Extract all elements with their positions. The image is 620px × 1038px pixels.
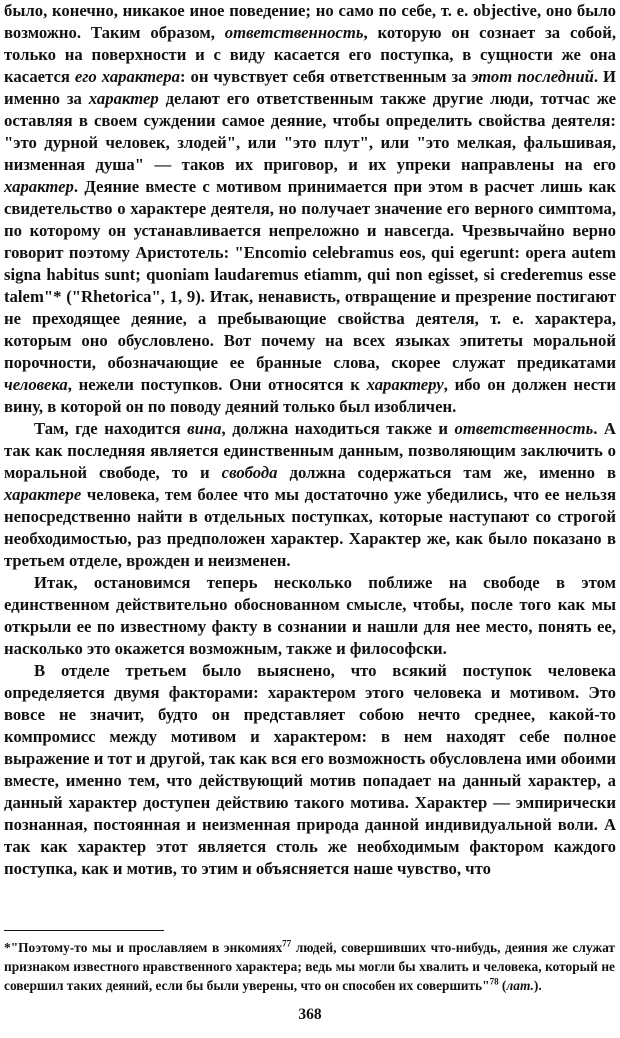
text-run: . А так как последняя является единственным данным, позволяющим заключить о моральной свободе, то и — [4, 419, 616, 482]
page-number: 368 — [298, 1006, 322, 1023]
text-run: , которую он сознает за собой, только на поверхности и с виду касается его поступка, в сущности же она касается — [4, 23, 616, 86]
italic-text: характер — [88, 89, 159, 108]
italic-text: характере — [4, 485, 82, 504]
text-run: было, конечно, никакое иное поведение; но само по себе, т. е. objective, оно было возможно. Таким образом, — [4, 1, 616, 42]
paragraph — [4, 660, 616, 880]
text-run: Там, где находится — [34, 419, 188, 438]
text-run: : он чувствует себя ответственным за — [179, 67, 472, 86]
italic-text: свобода — [221, 463, 278, 482]
italic-text: характер — [4, 177, 74, 196]
footnote-text: людей, совершивших что-нибудь, деяния же служат признаком известного нравственного характера; ведь мы могли бы хвалить и человека, который не совершил таких деяний, если бы были уверены, что он способен их совершить" — [4, 940, 615, 993]
footnote — [4, 938, 615, 995]
footnote-text: ( — [498, 978, 507, 993]
text-run: В отделе третьем было выяснено, что всякий поступок человека определяется двумя факторами: характером этого человека и мотивом. Это вовсе не значит, будто он представляет собою нечто среднее, какой-то компромисс между мотивом и характером: в нем находят себе полное выражение и тот и другой, так как вся его возможность обусловлена ими обоими вместе, именно тем, что действующий мотив попадает на данный характер, а данный характер доступен действию такого мотива. Характер — эмпирически познанная, постоянная и неизменная природа данной индивидуальной воли. А так как характер этот является столь же необходимым фактором каждого поступка, как и мотив, то этим и объясняется наше чувство, что — [4, 661, 616, 878]
italic-text: этот последний — [471, 67, 594, 86]
text-run: человека, тем более что мы достаточно уже убедились, что ее нельзя непосредственно найти в отдельных поступках, которые наступают со строгой необходимостью, раз предположен характер. Характер же, как было показано в третьем отделе, врожден и неизменен. — [4, 485, 616, 570]
text-run: . И именно за — [4, 67, 616, 108]
text-run: , ибо он должен нести вину, в которой он по поводу деяний только был изобличен. — [4, 375, 616, 416]
footnote-text: *"Поэтому-то мы и прославляем в энкомиях — [4, 940, 283, 955]
italic-text: его характера — [74, 67, 180, 86]
text-run: Итак, остановимся теперь несколько поближе на свободе в этом единственном действительно обоснованном смысле, чтобы, после того как мы открыли ее по известному факту в сознании и нашли для нее место, понять ее, насколько это окажется возможным, также и философски. — [4, 573, 616, 658]
footnote-reference: 78 — [489, 976, 499, 987]
italic-text: ответственность — [454, 419, 594, 438]
paragraph — [4, 0, 616, 418]
footnote-divider — [4, 930, 164, 931]
paragraph — [4, 418, 616, 572]
footnote-text: ). — [533, 978, 542, 993]
text-run: делают его ответственным также другие люди, тотчас же оставляя в своем суждении самое деяние, чтобы определить свойства деятеля: "это дурной человек, злодей", или "это плут", или "это мелкая, фальшивая, низменная душа" — таков их приговор, и их упреки направлены на его — [4, 89, 616, 174]
text-run: . Деяние вместе с мотивом принимается при этом в расчет лишь как свидетельство о характере деятеля, но получает значение его верного симптома, по которому он устанавливается непреложно и навсегда. Чрезвычайно верно говорит поэтому Аристотель: "Encomio celebramus eos, qui egerunt: opera autem signa habitus sunt; quoniam laudaremus etiamm, qui non egisset, si crederemus esse talem"* ("Rhetorica", 1, 9). Итак, ненависть, отвращение и презрение постигают не преходящее деяние, а пребывающие свойства деятеля, т. е. характера, которым оно обусловлено. Вот почему на всех языках эпитеты моральной порочности, обозначающие ее бранные слова, скорее служат предикатами — [4, 177, 616, 372]
italic-text: человека — [4, 375, 68, 394]
paragraph — [4, 572, 616, 660]
body-text — [4, 0, 616, 880]
text-run: , нежели поступков. Они относятся к — [67, 375, 367, 394]
italic-text: лат. — [506, 978, 534, 993]
italic-text: вина — [187, 419, 222, 438]
text-run: должна содержаться там же, именно в — [277, 463, 616, 482]
text-run: , должна находиться также и — [221, 419, 455, 438]
footnote-reference: 77 — [282, 938, 292, 949]
italic-text: характеру — [366, 375, 444, 394]
italic-text: ответственность — [224, 23, 364, 42]
